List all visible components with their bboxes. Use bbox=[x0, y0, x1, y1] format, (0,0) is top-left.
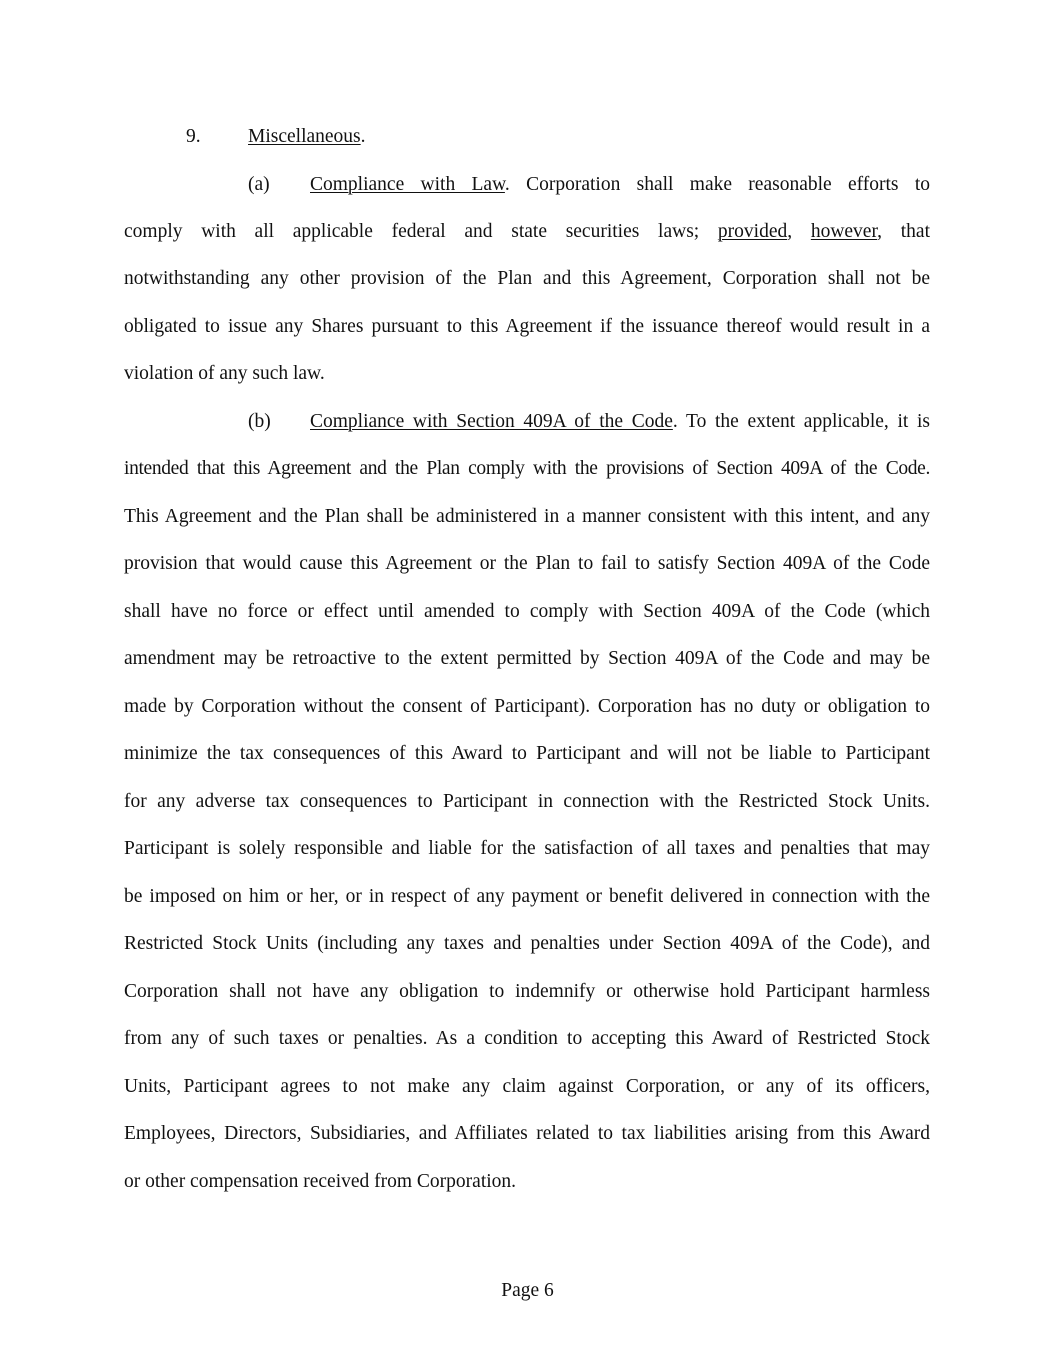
subsection-a-line-5: violation of any such law. bbox=[124, 363, 325, 384]
subsection-a-line1-rest: . Corporation shall make reasonable efforts to bbox=[504, 174, 931, 195]
subsection-b-line-14: from any of such taxes or penalties. As a condition to accepting this Award of Restricted Stock bbox=[124, 1028, 930, 1049]
subsection-a-line2-start: comply with all applicable federal and state securities laws; bbox=[124, 221, 718, 242]
subsection-b-line1-rest: . To the extent applicable, it is bbox=[672, 411, 930, 432]
subsection-a-label: (a) bbox=[248, 174, 270, 195]
subsection-b-line-11: be imposed on him or her, or in respect of any payment or benefit delivered in connection with the bbox=[124, 886, 930, 907]
section-heading-wrap bbox=[248, 125, 366, 149]
however-term: however bbox=[810, 221, 878, 242]
section-heading: Miscellaneous bbox=[248, 126, 361, 147]
subsection-b-line-12: Restricted Stock Units (including any taxes and penalties under Section 409A of the Code), and bbox=[124, 933, 930, 954]
subsection-b-line-16: Employees, Directors, Subsidiaries, and Affiliates related to tax liabilities arising from this Award bbox=[124, 1123, 930, 1144]
subsection-b-label: (b) bbox=[248, 411, 271, 432]
subsection-b-line-4: provision that would cause this Agreement or the Plan to fail to satisfy Section 409A of the Code bbox=[124, 553, 930, 574]
provided-term: provided bbox=[717, 221, 788, 242]
subsection-b-line-5: shall have no force or effect until amended to comply with Section 409A of the Code (which bbox=[124, 601, 930, 622]
subsection-a-line-3: notwithstanding any other provision of the Plan and this Agreement, Corporation shall not be bbox=[124, 268, 930, 289]
subsection-a-line-4: obligated to issue any Shares pursuant to this Agreement if the issuance thereof would result in a bbox=[124, 316, 930, 337]
subsection-b-line-7: made by Corporation without the consent of Participant). Corporation has no duty or obligation to bbox=[124, 696, 930, 717]
subsection-a-line2-end: , that bbox=[877, 221, 930, 242]
subsection-b-line-9: for any adverse tax consequences to Participant in connection with the Restricted Stock Units. bbox=[124, 791, 930, 812]
subsection-a-comma: , bbox=[787, 221, 811, 242]
subsection-b-line-17: or other compensation received from Corporation. bbox=[124, 1171, 517, 1192]
subsection-b-line-10: Participant is solely responsible and liable for the satisfaction of all taxes and penalties that may bbox=[124, 838, 930, 859]
section-number: 9. bbox=[186, 126, 201, 147]
subsection-b-line-6: amendment may be retroactive to the extent permitted by Section 409A of the Code and may be bbox=[124, 648, 930, 669]
subsection-b-line-2: intended that this Agreement and the Plan comply with the provisions of Section 409A of the Code. bbox=[124, 458, 930, 479]
subsection-a-first-line bbox=[310, 173, 930, 197]
subsection-b-heading: Compliance with Section 409A of the Code bbox=[310, 411, 673, 432]
subsection-b-line-15: Units, Participant agrees to not make any claim against Corporation, or any of its officers, bbox=[124, 1076, 930, 1097]
section-heading-punct: . bbox=[360, 126, 366, 147]
subsection-a-heading: Compliance with Law bbox=[310, 174, 505, 195]
subsection-b-line-13: Corporation shall not have any obligation to indemnify or otherwise hold Participant harmless bbox=[124, 981, 930, 1002]
page-number: Page 6 bbox=[501, 1280, 554, 1301]
subsection-b-line-3: This Agreement and the Plan shall be administered in a manner consistent with this intent, and any bbox=[124, 506, 930, 527]
subsection-b-first-line bbox=[310, 410, 930, 434]
subsection-b-line-8: minimize the tax consequences of this Award to Participant and will not be liable to Participant bbox=[124, 743, 930, 764]
subsection-a-line-2 bbox=[124, 220, 930, 244]
